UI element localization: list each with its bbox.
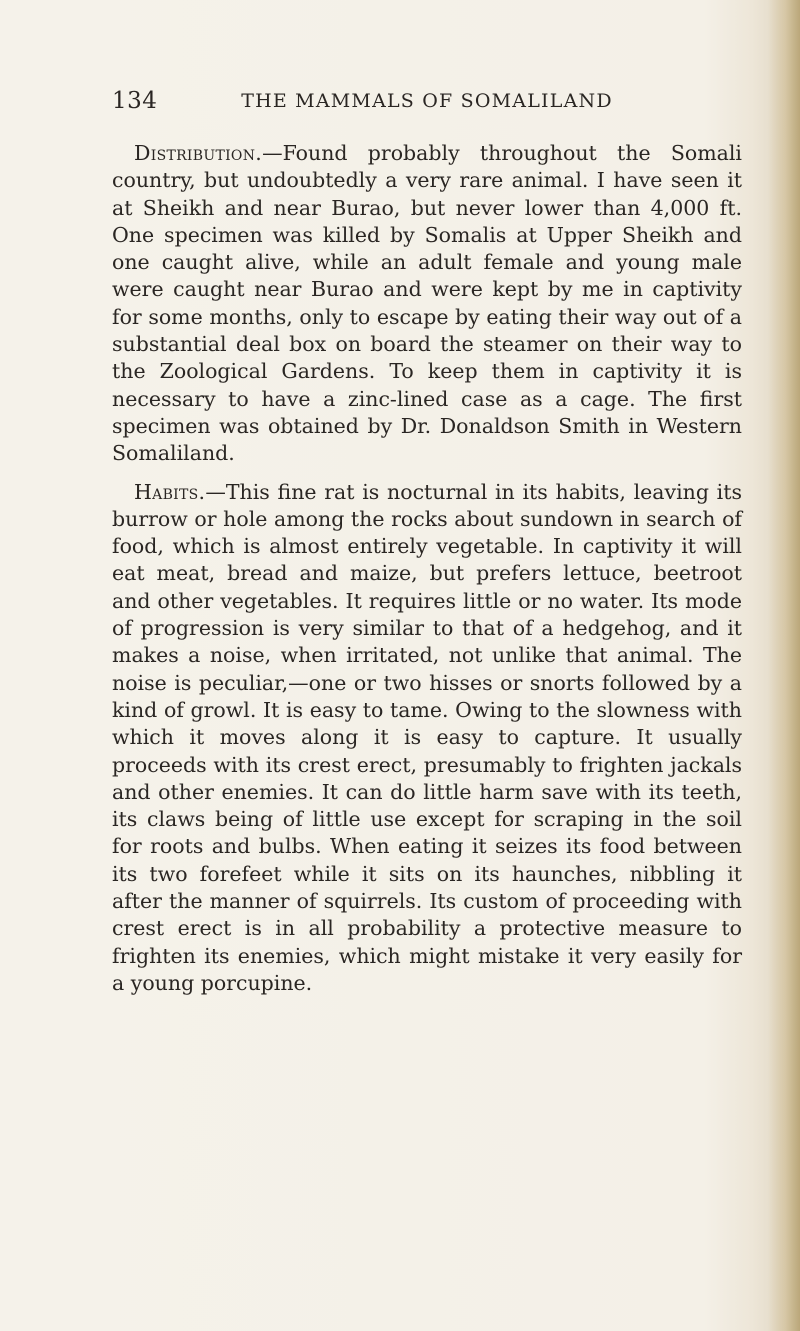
paragraph-habits xyxy=(112,479,742,998)
paragraph-text: —This fine rat is nocturnal in its habits, leaving its burrow or hole among the rocks about sundown in search of food, which is almost entirely vegetable. In captivity it will eat meat, bread and maize, but prefers lettuce, beetroot and other vegetables. It requires little or no water. Its mode of progression is very similar to that of a hedgehog, and it makes a noise, when irritated, not unlike that animal. The noise is peculiar,—one or two hisses or snorts followed by a kind of growl. It is easy to tame. Owing to the slowness with which it moves along it is easy to capture. It usually proceeds with its crest erect, presumably to frighten jackals and other enemies. It can do little harm save with its teeth, its claws being of little use except for scraping in the soil for roots and bulbs. When eating it seizes its food between its two forefeet while it sits on its haunches, nibbling it after the manner of squirrels. Its custom of proceeding with crest erect is in all probability a protective measure to frighten its enemies, which might mistake it very easily for a young porcupine. xyxy=(112,479,742,995)
paragraph-distribution xyxy=(112,140,742,468)
body-text xyxy=(112,140,742,997)
running-title: THE MAMMALS OF SOMALILAND xyxy=(241,90,613,112)
page-header xyxy=(112,88,742,118)
page-edge-shadow xyxy=(768,0,800,1331)
page-number: 134 xyxy=(112,88,158,114)
paragraph-text: —Found probably throughout the Somali country, but undoubtedly a very rare animal. I have seen it at Sheikh and near Burao, but never lower than 4,000 ft. One specimen was killed by Somalis at Upper Sheikh and one caught alive, while an adult female and young male were caught near Burao and were kept by me in captivity for some months, only to escape by eating their way out of a substantial deal box on board the steamer on their way to the Zoological Gardens. To keep them in captivity it is necessary to have a zinc-lined case as a cage. The first specimen was obtained by Dr. Donaldson Smith in Western Somaliland. xyxy=(112,141,742,466)
paragraph-heading: Habits. xyxy=(134,479,206,504)
paragraph-heading: Distribution. xyxy=(134,141,263,165)
